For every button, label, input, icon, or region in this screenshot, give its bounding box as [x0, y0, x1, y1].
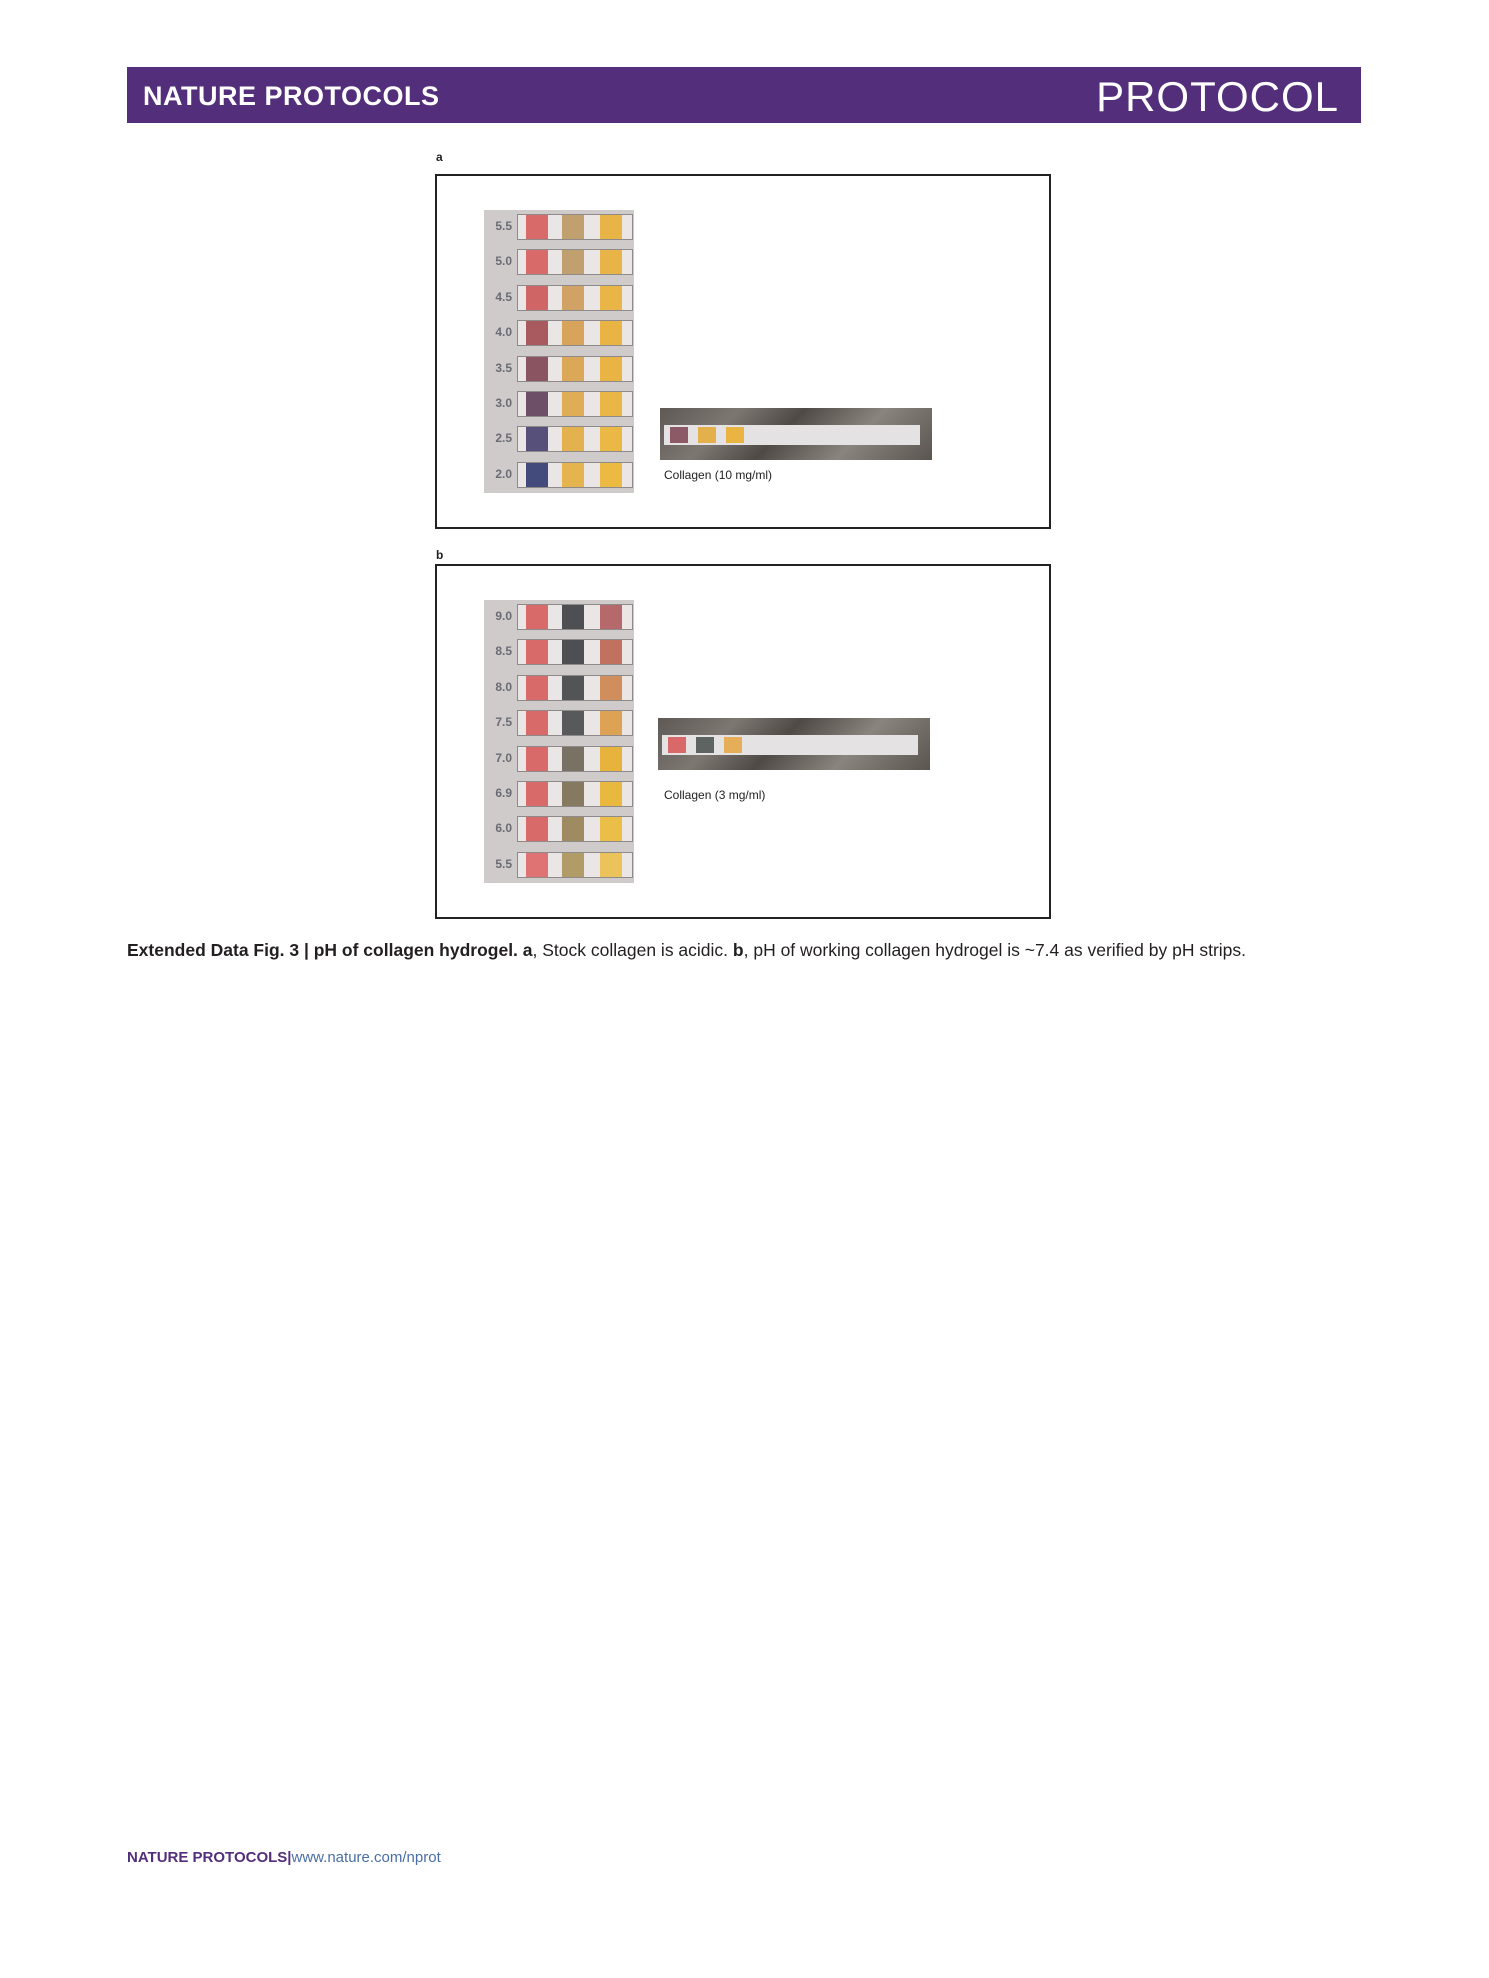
ph-color-swatch — [562, 782, 584, 806]
ph-test-strip-b — [662, 735, 918, 755]
ph-swatch-cell — [517, 285, 633, 311]
ph-swatch-cell — [517, 249, 633, 275]
ph-test-strip-a — [664, 425, 920, 445]
ph-color-swatch — [562, 853, 584, 877]
ph-strip-photo-a — [660, 408, 932, 460]
panel-a — [435, 174, 1051, 529]
ph-color-swatch — [600, 853, 622, 877]
ph-value-label: 3.5 — [495, 360, 512, 375]
ph-color-swatch — [526, 392, 548, 416]
ph-swatch-cell — [517, 639, 633, 665]
ph-swatch-cell — [517, 746, 633, 772]
ph-value-label: 5.5 — [495, 219, 512, 233]
ph-chart-row — [484, 422, 634, 457]
ph-color-swatch — [600, 357, 622, 381]
ph-color-chart-b — [484, 600, 634, 883]
ph-color-swatch — [600, 250, 622, 274]
ph-color-swatch — [526, 427, 548, 451]
ph-color-swatch — [562, 676, 584, 700]
article-type: PROTOCOL — [1096, 73, 1339, 120]
ph-chart-row — [484, 742, 634, 777]
strip-label-b: Collagen (3 mg/ml) — [664, 788, 766, 802]
ph-chart-row — [484, 316, 634, 351]
footer-separator: | — [287, 1849, 292, 1866]
ph-color-swatch — [526, 711, 548, 735]
ph-value-label: 4.0 — [495, 325, 512, 340]
ph-chart-row — [484, 812, 634, 847]
ph-color-swatch — [526, 853, 548, 877]
strip-label-a: Collagen (10 mg/ml) — [664, 468, 773, 482]
ph-value-label: 5.0 — [495, 254, 512, 269]
ph-value-label: 6.9 — [495, 786, 512, 800]
ph-color-swatch — [600, 605, 622, 629]
ph-chart-row — [484, 777, 634, 812]
caption-a-text: , Stock collagen is acidic. — [532, 940, 733, 960]
ph-color-swatch — [562, 605, 584, 629]
ph-color-swatch — [600, 711, 622, 735]
ph-color-swatch — [562, 463, 584, 487]
ph-color-swatch — [562, 427, 584, 451]
strip-reagent-pad — [726, 427, 744, 443]
ph-color-swatch — [526, 321, 548, 345]
ph-color-swatch — [526, 817, 548, 841]
ph-swatch-cell — [517, 356, 633, 382]
caption-b-letter: b — [732, 940, 744, 960]
ph-color-swatch — [562, 747, 584, 771]
ph-color-swatch — [562, 817, 584, 841]
ph-chart-row — [484, 352, 634, 387]
ph-color-swatch — [562, 215, 584, 239]
ph-value-label: 3.0 — [495, 396, 512, 410]
strip-reagent-pad — [696, 737, 714, 753]
ph-value-label: 7.0 — [495, 750, 512, 765]
ph-color-swatch — [600, 463, 622, 487]
ph-color-swatch — [600, 640, 622, 664]
ph-color-swatch — [600, 782, 622, 806]
ph-chart-row — [484, 671, 634, 706]
ph-color-swatch — [600, 286, 622, 310]
ph-strip-photo-b — [658, 718, 930, 770]
ph-swatch-cell — [517, 675, 633, 701]
ph-value-label: 4.5 — [495, 289, 512, 304]
strip-reagent-pad — [668, 737, 686, 753]
ph-swatch-cell — [517, 604, 633, 630]
ph-color-chart-a — [484, 210, 634, 493]
ph-swatch-cell — [517, 816, 633, 842]
ph-value-label: 8.5 — [495, 644, 512, 659]
figure-caption — [127, 938, 1367, 962]
ph-color-swatch — [562, 357, 584, 381]
ph-chart-row — [484, 281, 634, 316]
ph-color-swatch — [600, 676, 622, 700]
ph-color-swatch — [526, 215, 548, 239]
ph-color-swatch — [526, 357, 548, 381]
ph-chart-row — [484, 210, 634, 245]
ph-color-swatch — [600, 817, 622, 841]
ph-color-swatch — [562, 286, 584, 310]
ph-color-swatch — [526, 250, 548, 274]
ph-chart-row — [484, 706, 634, 741]
strip-reagent-pad — [698, 427, 716, 443]
ph-color-swatch — [526, 782, 548, 806]
ph-color-swatch — [600, 392, 622, 416]
ph-color-swatch — [526, 463, 548, 487]
ph-color-swatch — [600, 427, 622, 451]
ph-color-swatch — [600, 321, 622, 345]
ph-swatch-cell — [517, 426, 633, 452]
ph-color-swatch — [600, 747, 622, 771]
ph-color-swatch — [526, 747, 548, 771]
ph-color-swatch — [562, 640, 584, 664]
panel-a-letter: a — [436, 150, 443, 164]
page-footer — [127, 1849, 441, 1866]
strip-reagent-pad — [724, 737, 742, 753]
ph-chart-row — [484, 635, 634, 670]
ph-value-label: 8.0 — [495, 679, 512, 694]
ph-swatch-cell — [517, 710, 633, 736]
journal-name: NATURE PROTOCOLS — [143, 81, 440, 111]
ph-color-swatch — [526, 286, 548, 310]
ph-value-label: 7.5 — [495, 715, 512, 730]
ph-chart-row — [484, 245, 634, 280]
ph-swatch-cell — [517, 320, 633, 346]
strip-reagent-pad — [670, 427, 688, 443]
ph-value-label: 6.0 — [495, 821, 512, 836]
panel-b-letter: b — [436, 548, 444, 562]
ph-color-swatch — [562, 321, 584, 345]
ph-swatch-cell — [517, 214, 633, 240]
ph-color-swatch — [562, 250, 584, 274]
ph-chart-row — [484, 458, 634, 493]
journal-header — [127, 67, 1361, 123]
ph-chart-row — [484, 600, 634, 635]
ph-value-label: 9.0 — [495, 609, 512, 623]
ph-color-swatch — [526, 605, 548, 629]
caption-b-text: , pH of working collagen hydrogel is ~7.4 as verified by pH strips. — [743, 940, 1247, 960]
footer-url[interactable]: www.nature.com/nprot — [291, 1849, 441, 1866]
panel-b — [435, 564, 1051, 919]
ph-swatch-cell — [517, 462, 633, 488]
ph-color-swatch — [562, 392, 584, 416]
caption-label: Extended Data Fig. 3 | pH of collagen hydrogel. — [127, 940, 518, 960]
ph-color-swatch — [526, 640, 548, 664]
ph-chart-row — [484, 848, 634, 883]
ph-color-swatch — [562, 711, 584, 735]
ph-color-swatch — [526, 676, 548, 700]
ph-value-label: 2.0 — [495, 466, 512, 481]
ph-swatch-cell — [517, 781, 633, 807]
ph-value-label: 2.5 — [495, 431, 512, 446]
ph-swatch-cell — [517, 852, 633, 878]
ph-color-swatch — [600, 215, 622, 239]
caption-a-letter: a — [522, 940, 533, 960]
ph-chart-row — [484, 387, 634, 422]
footer-journal: NATURE PROTOCOLS — [127, 1849, 288, 1866]
ph-value-label: 5.5 — [495, 856, 512, 871]
ph-swatch-cell — [517, 391, 633, 417]
